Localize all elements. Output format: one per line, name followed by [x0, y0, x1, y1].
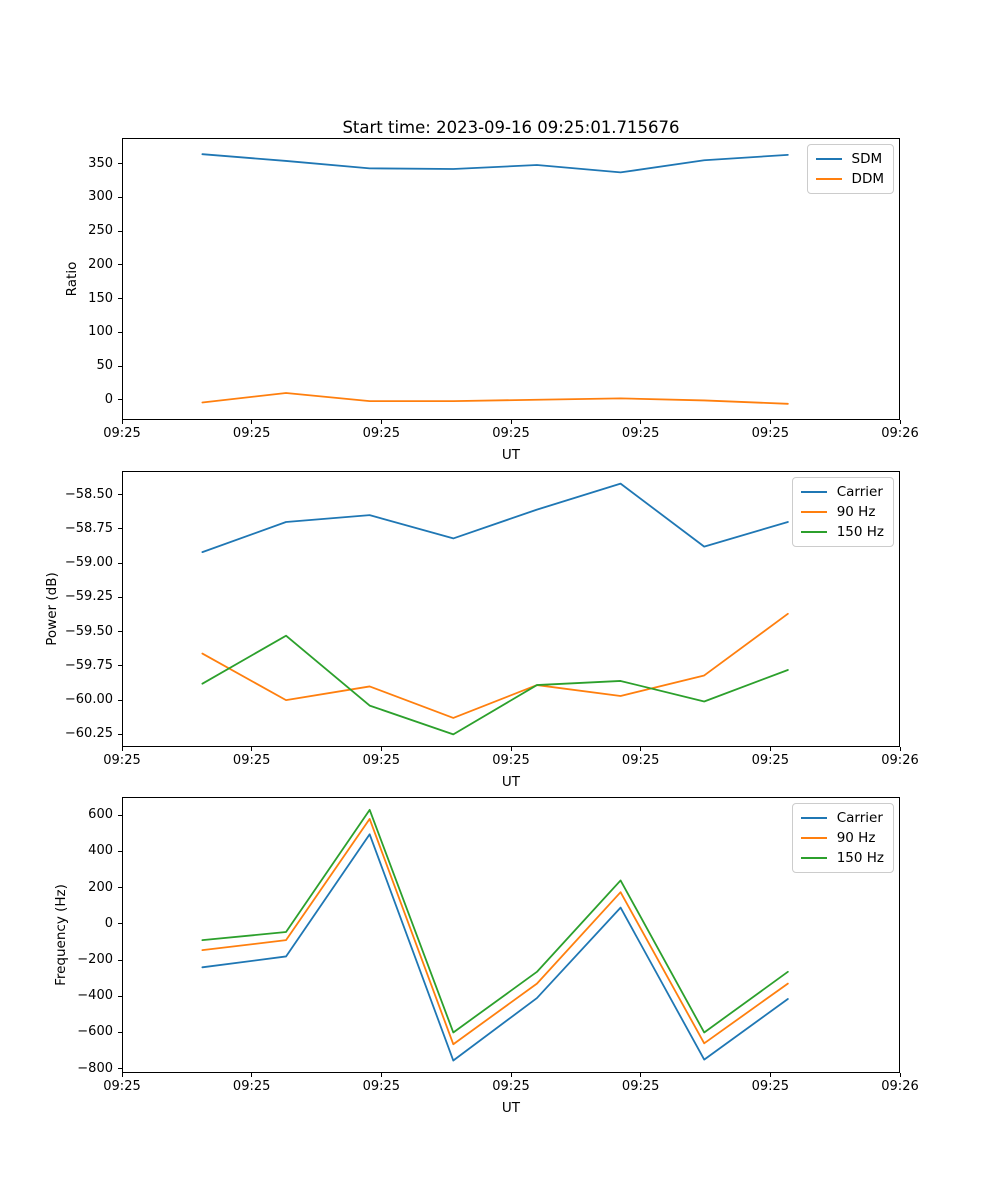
x-tick	[640, 747, 641, 751]
legend	[792, 803, 894, 873]
series-line-carrier	[202, 484, 787, 553]
y-tick-label: 600	[88, 807, 113, 823]
y-tick-label: −59.25	[64, 589, 113, 605]
y-tick	[118, 597, 122, 598]
y-tick	[118, 923, 122, 924]
x-tick-label: 09:25	[103, 1079, 141, 1094]
plot-svg	[122, 471, 900, 747]
x-tick-label: 09:25	[362, 1079, 401, 1094]
y-tick-label: 350	[88, 155, 113, 171]
x-tick-label: 09:25	[751, 426, 790, 441]
y-tick	[118, 996, 122, 997]
x-tick	[251, 420, 252, 424]
x-tick-label: 09:25	[751, 1079, 790, 1094]
x-tick	[251, 747, 252, 751]
plot-svg	[122, 138, 900, 420]
legend-line-swatch	[801, 857, 827, 859]
legend-line-swatch	[801, 511, 827, 513]
frequency-chart-axes	[53, 797, 919, 1116]
x-tick	[770, 747, 771, 751]
legend	[792, 477, 894, 547]
y-tick	[118, 887, 122, 888]
x-tick	[900, 747, 901, 751]
ratio-chart-axes	[64, 138, 919, 463]
x-tick-label: 09:25	[103, 426, 141, 441]
y-tick-label: −60.00	[64, 692, 113, 708]
legend-label: Carrier	[836, 484, 883, 500]
legend-entry	[801, 524, 884, 540]
series-line-sdm	[202, 154, 787, 172]
x-tick	[381, 1073, 382, 1077]
y-tick-label: −58.75	[64, 520, 113, 536]
y-tick-label: 250	[88, 223, 113, 239]
y-tick-label: −600	[77, 1024, 113, 1040]
x-tick-label: 09:25	[492, 753, 530, 768]
legend-entry	[801, 810, 884, 826]
plot-frame	[123, 139, 900, 420]
x-tick	[900, 1073, 901, 1077]
y-tick-label: −59.50	[64, 623, 113, 639]
x-tick	[770, 1073, 771, 1077]
series-line-90-hz	[202, 614, 787, 718]
y-tick	[118, 332, 122, 333]
y-tick-label: 300	[88, 189, 113, 205]
y-tick-label: 150	[88, 290, 113, 306]
y-tick	[118, 665, 122, 666]
y-tick-label: 0	[104, 915, 113, 931]
legend-line-swatch	[816, 178, 842, 180]
legend-line-swatch	[801, 837, 827, 839]
y-axis-label: Power (dB)	[44, 572, 60, 646]
x-tick	[511, 747, 512, 751]
y-tick-label: −800	[77, 1060, 113, 1076]
x-tick	[251, 1073, 252, 1077]
legend-entry	[816, 171, 884, 187]
y-tick	[118, 1032, 122, 1033]
series-line-150-hz	[202, 636, 787, 735]
x-tick-label: 09:25	[492, 1079, 530, 1094]
x-axis-label: UT	[501, 447, 521, 463]
series-line-90-hz	[202, 819, 787, 1044]
y-tick	[118, 815, 122, 816]
x-tick-label: 09:26	[881, 753, 919, 768]
y-tick-label: 100	[88, 324, 113, 340]
x-axis-label: UT	[501, 1100, 521, 1116]
y-tick	[118, 399, 122, 400]
legend-entry	[801, 504, 884, 520]
series-line-ddm	[202, 393, 787, 404]
x-tick-label: 09:25	[621, 426, 660, 441]
x-tick-label: 09:25	[232, 753, 271, 768]
legend-entry	[816, 151, 884, 167]
legend-line-swatch	[816, 158, 842, 160]
y-tick	[118, 366, 122, 367]
x-tick-label: 09:25	[492, 426, 530, 441]
x-tick	[122, 1073, 123, 1077]
x-tick	[122, 747, 123, 751]
x-axis-label: UT	[501, 774, 521, 790]
x-tick	[640, 420, 641, 424]
x-tick	[122, 420, 123, 424]
legend-line-swatch	[801, 491, 827, 493]
y-tick-label: −58.50	[64, 486, 113, 502]
legend-label: 150 Hz	[836, 850, 884, 866]
y-tick	[118, 1068, 122, 1069]
y-tick-label: 200	[88, 879, 113, 895]
y-tick	[118, 960, 122, 961]
y-tick-label: −200	[77, 952, 113, 968]
figure-title: Start time: 2023-09-16 09:25:01.715676	[342, 118, 680, 137]
legend-label: Carrier	[836, 810, 883, 826]
power-chart-axes	[44, 471, 919, 790]
x-tick-label: 09:25	[232, 426, 271, 441]
plot-svg	[122, 797, 900, 1073]
y-axis-label: Frequency (Hz)	[53, 884, 69, 986]
y-tick-label: 50	[96, 358, 113, 374]
x-tick-label: 09:25	[621, 1079, 660, 1094]
x-tick	[381, 747, 382, 751]
x-tick-label: 09:25	[751, 753, 790, 768]
y-axis-label: Ratio	[64, 261, 80, 297]
legend-label: SDM	[851, 151, 883, 167]
legend-label: DDM	[851, 171, 884, 187]
y-tick	[118, 298, 122, 299]
x-tick	[640, 1073, 641, 1077]
legend-entry	[801, 850, 884, 866]
y-tick	[118, 264, 122, 265]
y-tick-label: −59.75	[64, 657, 113, 673]
y-tick-label: −400	[77, 988, 113, 1004]
y-tick	[118, 231, 122, 232]
legend-label: 150 Hz	[836, 524, 884, 540]
y-tick	[118, 494, 122, 495]
plot-frame	[123, 472, 900, 747]
x-tick-label: 09:25	[362, 753, 401, 768]
y-tick	[118, 163, 122, 164]
legend-label: 90 Hz	[836, 504, 876, 520]
y-tick	[118, 197, 122, 198]
y-tick	[118, 851, 122, 852]
y-tick-label: 200	[88, 256, 113, 272]
legend-line-swatch	[801, 817, 827, 819]
legend-entry	[801, 830, 884, 846]
x-tick-label: 09:25	[362, 426, 401, 441]
x-tick-label: 09:25	[621, 753, 660, 768]
x-tick	[900, 420, 901, 424]
x-tick-label: 09:26	[881, 426, 919, 441]
series-line-150-hz	[202, 810, 787, 1033]
y-tick	[118, 563, 122, 564]
x-tick-label: 09:25	[232, 1079, 271, 1094]
x-tick-label: 09:25	[103, 753, 141, 768]
y-tick-label: 400	[88, 843, 113, 859]
y-tick-label: 0	[104, 391, 113, 407]
y-tick	[118, 631, 122, 632]
y-tick	[118, 528, 122, 529]
y-tick	[118, 700, 122, 701]
x-tick	[770, 420, 771, 424]
x-tick	[511, 1073, 512, 1077]
x-tick	[381, 420, 382, 424]
legend-line-swatch	[801, 531, 827, 533]
y-tick	[118, 734, 122, 735]
plot-frame	[123, 798, 900, 1073]
legend-entry	[801, 484, 884, 500]
legend-label: 90 Hz	[836, 830, 876, 846]
legend	[807, 144, 894, 194]
y-tick-label: −60.25	[64, 726, 113, 742]
x-tick	[511, 420, 512, 424]
y-tick-label: −59.00	[64, 555, 113, 571]
x-tick-label: 09:26	[881, 1079, 919, 1094]
